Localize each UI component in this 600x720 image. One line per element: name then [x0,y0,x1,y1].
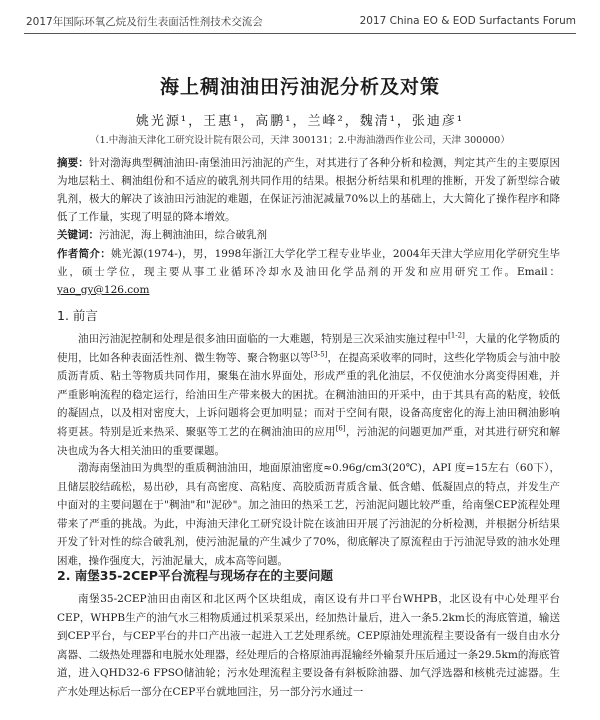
author-bio [57,245,560,299]
keywords-text: 污油泥，海上稠油油田，综合破乳剂 [99,229,267,241]
affiliation: （1.中海油天津化工研究设计院有限公司，天津 300131；2.中海油渤西作业公司，天津 300000） [90,135,510,146]
author-list: 姚光源¹，王惠¹，高鹏¹，兰峰²，魏清¹，张迪彦¹ [135,114,465,129]
bio-label: 作者简介： [57,248,112,260]
abstract-text: 针对渤海典型稠油油田-南堡油田污油泥的产生，对其进行了各种分析和检测，判定其产生的主要原因为地层粘土、稠油组份和不适应的破乳剂共同作用的结果。根据分析结果和机理的推断，开发了新型综合破乳剂，极大的解决了该油田污油泥的难题，在保证污油泥减量70%以上的基础上，大大简化了操作程序和降低了工作量，实现了明显的降本增效。 [57,157,561,223]
paragraph-text: ，大量的化学物质的使用，比如各种表面活性剂、微生物等、聚合物驱以等 [57,333,561,364]
running-header [26,12,576,30]
abstract [57,154,560,226]
citation: [3-5] [310,350,328,359]
citation: [1-2] [448,331,465,340]
paper-title: 海上稠油油田污油泥分析及对策 [159,76,440,98]
bio-text: 姚光源(1974-)，男，1998年浙江大学化学工程专业毕业，2004年天津大学应用化学研究生毕业，硕士学位，现主要从事工业循环冷却水及油田化学品剂的开发和应用研究工作。Email： [57,248,561,278]
paragraph-text: ，在提高采收率的同时，这些化学物质会与油中胶质沥青质、粘土等物质共同作用，聚集在油水界面处，形成严重的乳化油层，不仅使油水分离变得困难，并严重影响流程的稳定运行，给油田生产带来极大的困扰。在稠油油田的开采中，由于其具有高的粘度，较低的凝固点，以及相对密度大，上诉问题将会更加明显；而对于空间有限，设备高度密化的海上油田稠油影响将更甚。特别是近来热采、聚驱等工艺的在稠油油田的应用 [57,351,560,438]
email-link[interactable]: yao_gy@126.com [57,284,150,296]
header-right: 2017 China EO & EOD Surfactants Forum [359,15,576,27]
section-heading-process: 2. 南堡35-2CEP平台流程与现场存在的主要问题 [57,568,333,583]
paragraph [57,590,560,702]
header-left: 2017年国际环氧乙烷及衍生表面活性剂技术交流会 [26,15,263,28]
citation: [6] [335,424,346,433]
abstract-label: 摘要： [57,157,89,169]
paragraph-text: 南堡35-2CEP油田由南区和北区两个区块组成，南区设有井口平台WHPB，北区设有中心处理平台CEP，WHPB生产的油气水三相物质通过机采泵采出，经加热计量后，进入一条5.2km长的海底管道，输送到CEP平台，与CEP平台的井口产出液一起进入工艺处理系统。CEP原油处理流程主要设备有一级自由水分离器、二级热处理器和电脱水处理器，经处理后的合格原油再混输经外输泵升压后通过一条29.5km的海底管道，进入QHD32-6 FPSO储油轮；污水处理流程主要设备有斜板除油器、加气浮选器和核桃壳过滤器。生产水处理达标后一部分在CEP平台就地回注，另一部分污水通过一 [57,593,560,698]
section-heading-intro: 1. 前言 [57,308,98,323]
keywords [57,226,560,244]
keywords-label: 关键词： [57,229,99,241]
paragraph [57,459,560,571]
paragraph [57,330,560,460]
paragraph-text: 油田污油泥控制和处理是很多油田面临的一大难题，特别是三次采油实施过程中 [78,333,449,345]
paragraph-text: 渤海南堡油田为典型的重质稠油油田，地面原油密度≈0.96g/cm3(20℃)，API 度=15左右（60下），且储层胶结疏松，易出砂，具有高密度、高粘度、高胶质沥青质含量、低含蜡、低凝固点的特点，并发生产中面对的主要问题在于"稠油"和"泥砂"。加之油田的热采工艺，污油泥问题比较严重，给南堡CEP流程处理带来了严重的挑战。为此，中海油天津化工研究设计院在该油田开展了污油泥的分析检测，并根据分析结果开发了针对性的综合破乳剂，使污油泥量的产生减少了70%，彻底解决了原流程由于污油泥导致的油水处理困难，操作强度大，污油泥量大，成本高等问题。 [57,462,560,567]
paragraph-text: ，污油泥的问题更加严重，对其进行研究和解决也成为各大相关油田的重要课题。 [57,425,561,457]
header-rule [24,33,576,34]
